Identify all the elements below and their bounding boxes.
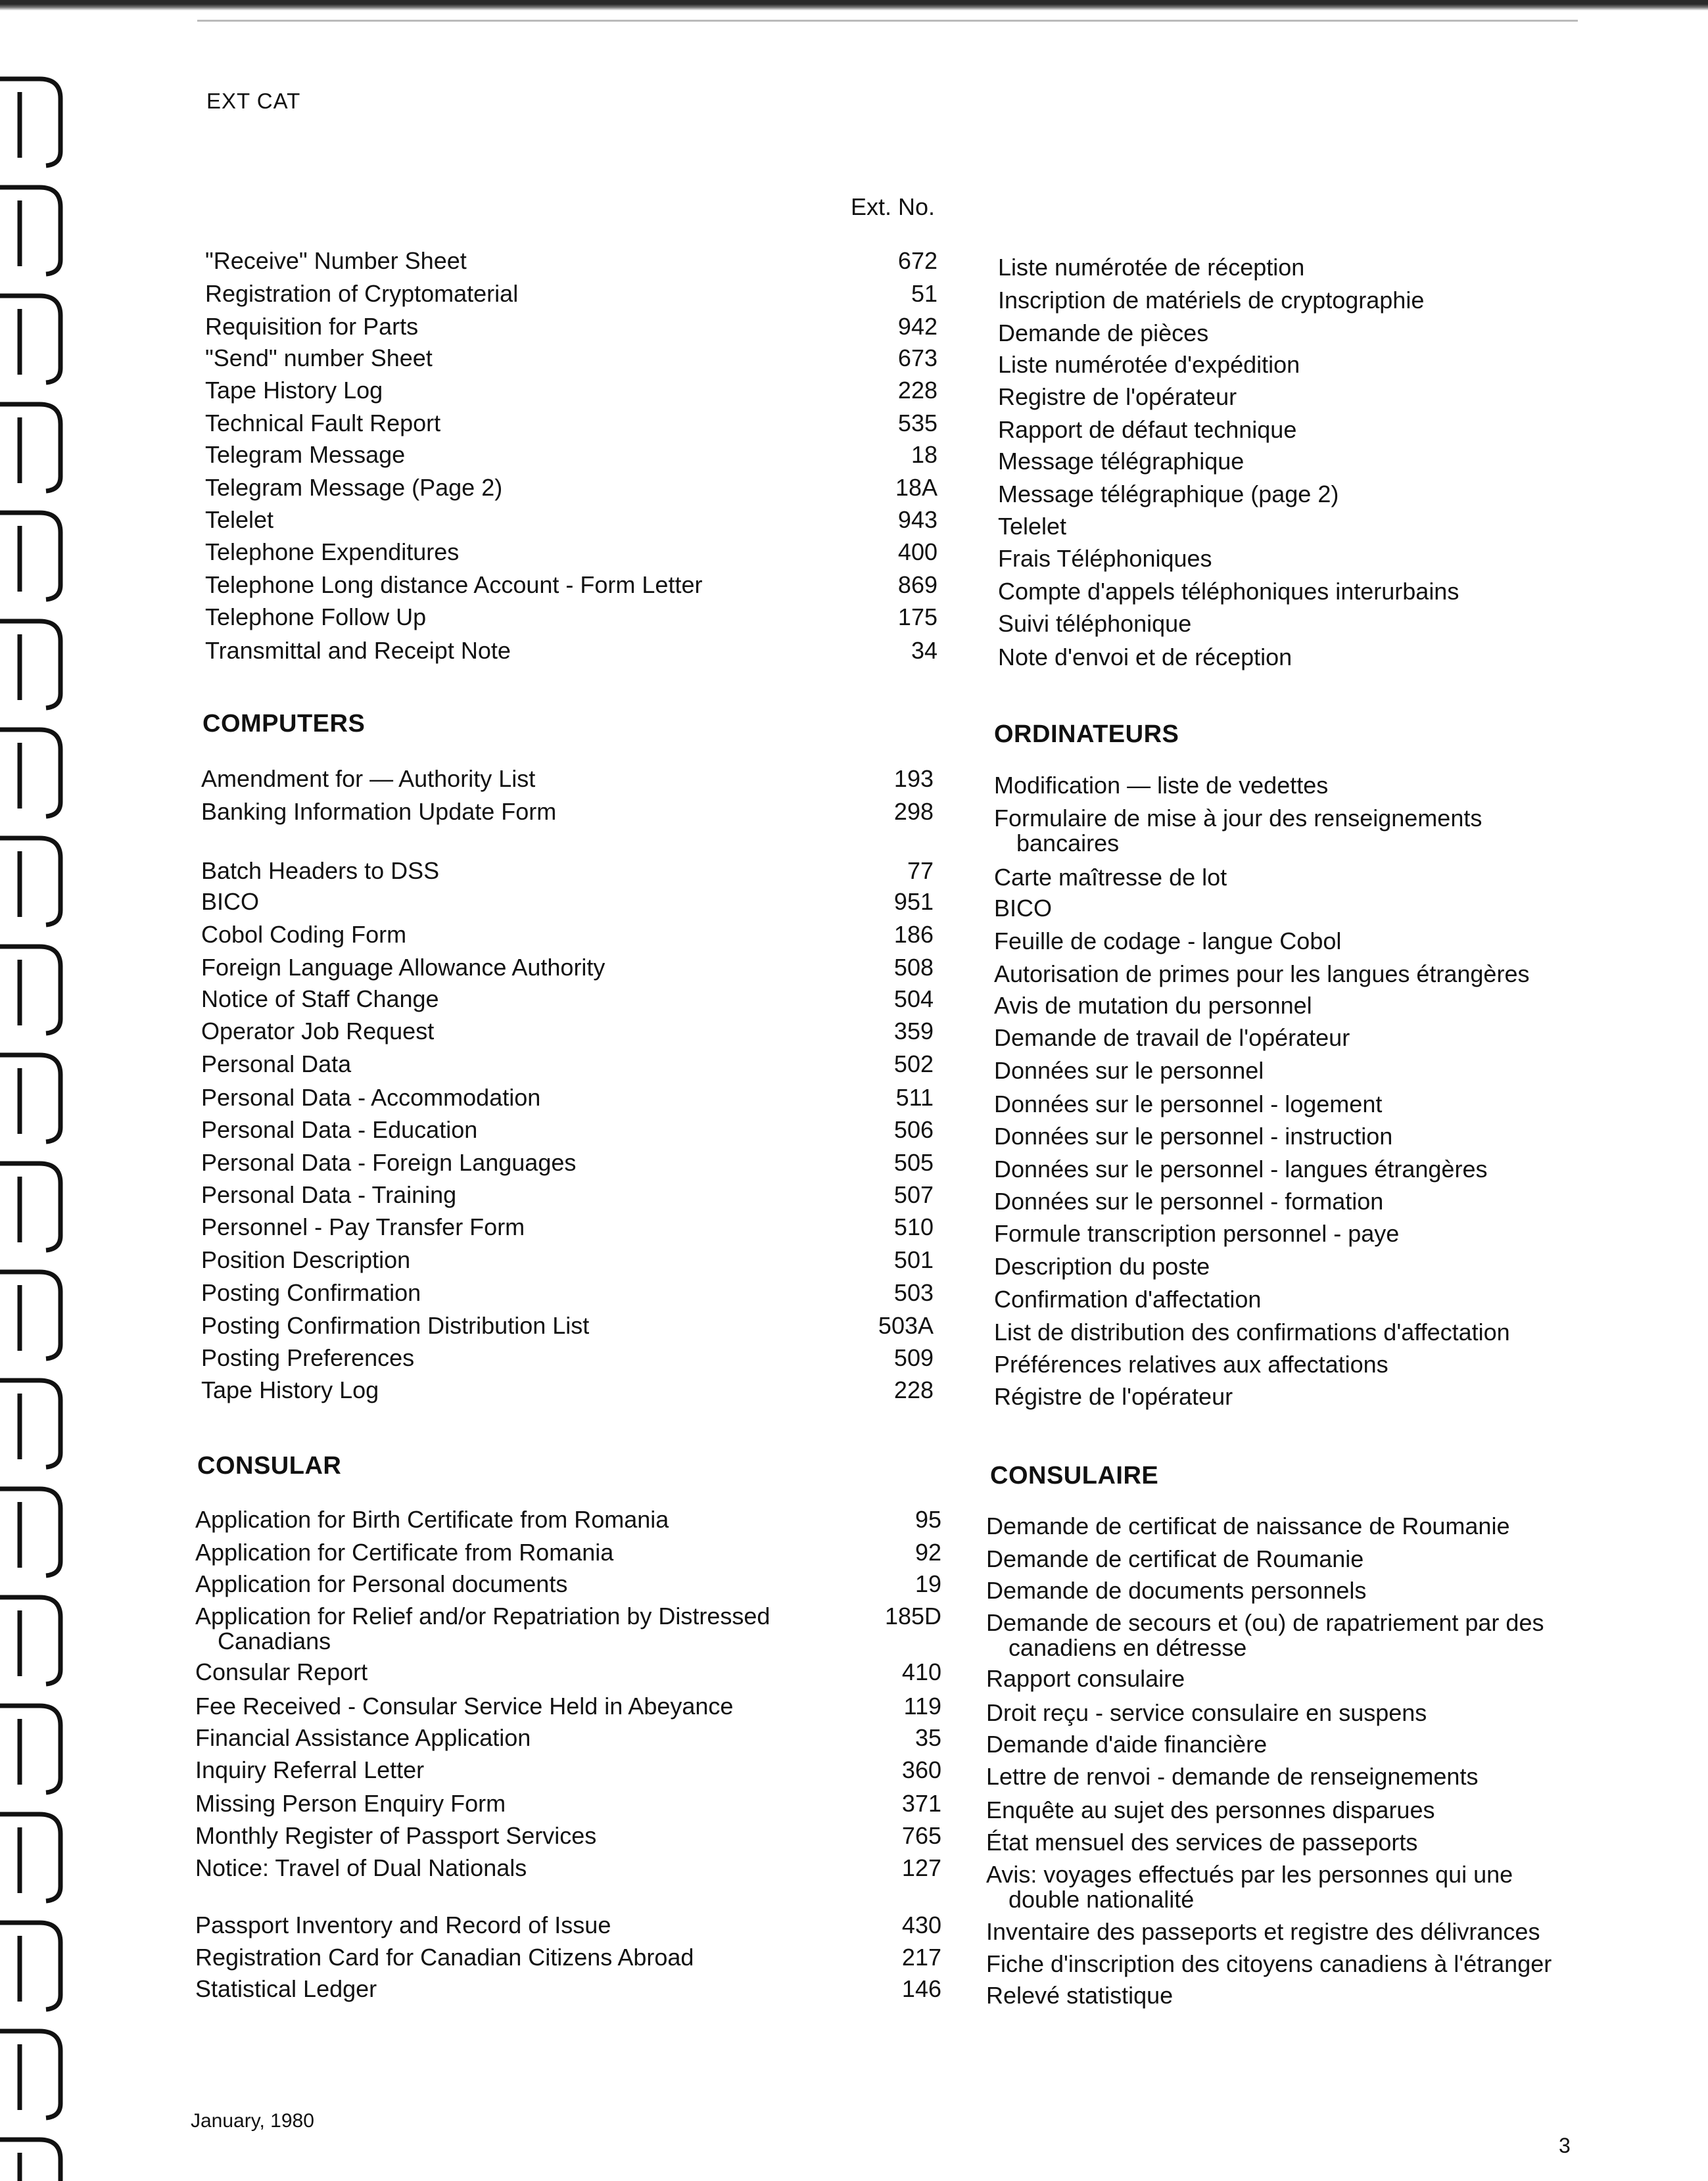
form-name-fr: Telelet	[998, 513, 1067, 540]
form-name-fr: Compte d'appels téléphoniques interurbains	[998, 578, 1459, 605]
binding-coil	[0, 2140, 60, 2181]
form-name-en: Posting Confirmation Distribution List	[201, 1312, 590, 1339]
form-name-fr: Demande de certificat de Roumanie	[986, 1545, 1364, 1572]
ext-number: 359	[893, 1018, 934, 1044]
form-entry-row	[0, 279, 1708, 314]
form-name-fr: Formule transcription personnel - paye	[994, 1220, 1400, 1247]
form-name-fr: Formulaire de mise à jour des renseignements	[994, 805, 1483, 832]
form-name-fr: Demande d'aide financière	[986, 1731, 1268, 1758]
ext-number: 942	[897, 313, 937, 340]
form-entry-row	[0, 1083, 1708, 1117]
section-title-en: COMPUTERS	[202, 710, 366, 738]
ext-number: 502	[893, 1050, 934, 1077]
ext-number: 943	[897, 506, 937, 533]
page-number: 3	[1559, 2134, 1571, 2157]
form-name-en: Personal Data - Education	[201, 1116, 478, 1143]
form-entry-row	[0, 1724, 1708, 1758]
ext-number: 430	[901, 1911, 941, 1938]
form-entry-row	[0, 1213, 1708, 1247]
form-entry-row	[0, 312, 1708, 346]
form-name-fr: BICO	[994, 895, 1053, 922]
form-name-en: Telephone Expenditures	[205, 538, 460, 565]
ext-number: 193	[893, 765, 934, 792]
form-name-en: Amendment for — Authority List	[201, 765, 536, 792]
ext-number: 77	[907, 857, 934, 884]
form-name-en: Personal Data - Accommodation	[201, 1084, 541, 1111]
form-name-en: BICO	[201, 888, 260, 915]
form-name-en: Application for Personal documents	[195, 1570, 568, 1597]
form-entry-row	[0, 1821, 1708, 1856]
ext-number: 672	[897, 247, 937, 274]
form-name-en: Application for Certificate from Romania	[195, 1539, 614, 1566]
form-entry-row	[0, 1148, 1708, 1183]
form-name-en: Foreign Language Allowance Authority	[201, 954, 605, 981]
form-name-en: Inquiry Referral Letter	[195, 1756, 425, 1783]
form-entry-row	[0, 1017, 1708, 1051]
form-name-fr: Registre de l'opérateur	[998, 383, 1237, 410]
form-name-fr: Liste numérotée de réception	[998, 254, 1305, 281]
ext-number: 175	[897, 603, 937, 630]
form-name-en: Tape History Log	[201, 1376, 379, 1403]
form-entry-row	[0, 1570, 1708, 1604]
form-entry-row	[0, 571, 1708, 605]
ext-number: 228	[893, 1376, 934, 1403]
form-entry-row	[0, 953, 1708, 987]
ext-number: 503A	[878, 1312, 934, 1339]
form-name-en: Fee Received - Consular Service Held in Abeyance	[195, 1693, 734, 1720]
form-entry-row	[0, 1246, 1708, 1280]
form-name-fr: Demande de pièces	[998, 319, 1209, 346]
form-entry-row	[0, 636, 1708, 670]
form-name-fr: Préférences relatives aux affectations	[994, 1351, 1388, 1378]
ext-number: 869	[897, 571, 937, 598]
form-name-fr: Relevé statistique	[986, 1982, 1174, 2009]
form-entry-row	[0, 1505, 1708, 1539]
form-name-en: Personal Data - Training	[201, 1181, 457, 1208]
form-entry-row	[0, 1181, 1708, 1215]
form-entry-row	[0, 887, 1708, 922]
form-name-en: Notice: Travel of Dual Nationals	[195, 1854, 527, 1881]
ext-number: 185D	[884, 1603, 941, 1630]
ext-number: 506	[893, 1116, 934, 1143]
ext-number: 19	[914, 1570, 941, 1597]
form-name-en: Technical Fault Report	[205, 410, 441, 436]
form-entry-row	[0, 985, 1708, 1019]
binding-coil	[0, 79, 60, 166]
form-entry-row	[0, 1911, 1708, 1945]
section-title-en: CONSULAR	[197, 1452, 342, 1480]
form-name-fr: Inscription de matériels de cryptographie	[998, 287, 1425, 314]
form-entry-row	[0, 1692, 1708, 1726]
form-entry-row	[0, 1278, 1708, 1313]
ext-number: 34	[911, 637, 937, 664]
ext-number: 146	[901, 1975, 941, 2002]
form-entry-row	[0, 1311, 1708, 1346]
form-name-en: Personal Data - Foreign Languages	[201, 1149, 577, 1176]
form-name-fr: Régistre de l'opérateur	[994, 1383, 1233, 1410]
scan-top-edge	[0, 0, 1708, 11]
form-name-en: Tape History Log	[205, 377, 383, 404]
ext-number: 503	[893, 1279, 934, 1306]
ext-number: 35	[914, 1724, 941, 1751]
form-entry-row	[0, 1943, 1708, 1977]
ext-number: 127	[901, 1854, 941, 1881]
form-entry-row	[0, 344, 1708, 378]
form-name-en: Posting Confirmation	[201, 1279, 421, 1306]
form-entry-row	[0, 1602, 1708, 1661]
ext-number: 119	[903, 1693, 941, 1720]
form-name-fr: Description du poste	[994, 1253, 1210, 1280]
form-name-fr: Confirmation d'affectation	[994, 1286, 1262, 1313]
footer-date: January, 1980	[191, 2110, 314, 2132]
form-name-en: Telelet	[205, 506, 274, 533]
form-name-fr: Rapport de défaut technique	[998, 416, 1297, 443]
form-name-fr: Demande de certificat de naissance de Roumanie	[986, 1513, 1510, 1539]
form-name-en: Banking Information Update Form	[201, 798, 557, 825]
ext-number: 504	[893, 985, 934, 1012]
form-entry-row	[0, 1756, 1708, 1790]
form-name-fr: État mensuel des services de passeports	[986, 1829, 1418, 1856]
ext-number: 92	[914, 1539, 941, 1566]
form-name-fr: Note d'envoi et de réception	[998, 644, 1293, 670]
form-name-en: Telephone Long distance Account - Form Letter	[205, 571, 703, 598]
form-name-en: Statistical Ledger	[195, 1975, 377, 2002]
form-name-en: Posting Preferences	[201, 1344, 415, 1371]
ext-number: 535	[897, 410, 937, 436]
form-name-en: Application for Relief and/or Repatriation by Distressed	[195, 1603, 771, 1630]
form-name-fr: Demande de secours et (ou) de rapatriement par des	[986, 1609, 1544, 1636]
form-name-en: Application for Birth Certificate from Romania	[195, 1506, 669, 1533]
form-name-en: Personnel - Pay Transfer Form	[201, 1213, 525, 1240]
form-name-fr: Modification — liste de vedettes	[994, 772, 1329, 799]
form-name-en: Missing Person Enquiry Form	[195, 1790, 506, 1817]
form-name-en: Financial Assistance Application	[195, 1724, 531, 1751]
form-name-fr: Rapport consulaire	[986, 1665, 1185, 1692]
form-name-en: Registration of Cryptomaterial	[205, 280, 519, 307]
form-name-en: Telephone Follow Up	[205, 603, 427, 630]
form-name-en: Personal Data	[201, 1050, 352, 1077]
form-name-fr: Enquête au sujet des personnes disparues	[986, 1796, 1435, 1823]
form-entry-row	[0, 538, 1708, 572]
page-header: EXT CAT	[206, 89, 301, 113]
form-name-fr: Données sur le personnel - langues étrangères	[994, 1156, 1488, 1183]
ext-number: 51	[911, 280, 937, 307]
form-name-en: Telegram Message	[205, 441, 406, 468]
ext-number: 501	[893, 1246, 934, 1273]
form-name-fr-continued: bancaires	[1016, 830, 1120, 856]
form-entry-row	[0, 409, 1708, 443]
form-name-en: Transmittal and Receipt Note	[205, 637, 511, 664]
form-name-fr: Avis: voyages effectués par les personnes qui une	[986, 1861, 1513, 1888]
form-name-fr-continued: canadiens en détresse	[1008, 1634, 1247, 1661]
form-name-en: Registration Card for Canadian Citizens Abroad	[195, 1944, 694, 1971]
section-title-fr: CONSULAIRE	[990, 1462, 1159, 1489]
form-name-fr: Carte maîtresse de lot	[994, 864, 1227, 891]
form-entry-row	[0, 1344, 1708, 1378]
form-entry-row	[0, 797, 1708, 856]
form-name-fr: Demande de travail de l'opérateur	[994, 1024, 1350, 1051]
ext-number: 371	[901, 1790, 941, 1817]
form-entry-row	[0, 1538, 1708, 1572]
form-name-fr: Droit reçu - service consulaire en suspens	[986, 1699, 1427, 1726]
ext-number: 510	[893, 1213, 934, 1240]
ext-number: 18A	[895, 474, 937, 501]
form-name-fr: Feuille de codage - langue Cobol	[994, 927, 1342, 954]
ext-number: 508	[893, 954, 934, 981]
ext-number: 217	[901, 1944, 941, 1971]
form-entry-row	[0, 603, 1708, 637]
section-title-fr: ORDINATEURS	[994, 720, 1179, 748]
ext-number: 18	[911, 441, 937, 468]
form-entry-row	[0, 1376, 1708, 1410]
ext-number: 360	[901, 1756, 941, 1783]
form-entry-row	[0, 1789, 1708, 1823]
form-name-en: "Receive" Number Sheet	[205, 247, 467, 274]
form-entry-row	[0, 473, 1708, 507]
form-name-fr: Message télégraphique	[998, 448, 1245, 475]
form-entry-row	[0, 920, 1708, 954]
form-name-fr: Message télégraphique (page 2)	[998, 481, 1339, 507]
ext-number: 765	[901, 1822, 941, 1849]
form-name-fr: Inventaire des passeports et registre des délivrances	[986, 1918, 1540, 1945]
form-entry-row	[0, 856, 1708, 891]
form-name-en: Monthly Register of Passport Services	[195, 1822, 597, 1849]
ext-number: 298	[893, 798, 934, 825]
ext-number: 505	[893, 1149, 934, 1176]
form-name-en: Cobol Coding Form	[201, 921, 407, 948]
form-name-en: Notice of Staff Change	[201, 985, 439, 1012]
form-name-fr-continued: double nationalité	[1008, 1886, 1195, 1913]
form-name-en: Passport Inventory and Record of Issue	[195, 1911, 611, 1938]
form-name-en: Position Description	[201, 1246, 411, 1273]
form-name-fr: Avis de mutation du personnel	[994, 992, 1312, 1019]
form-entry-row	[0, 246, 1708, 281]
form-name-fr: Demande de documents personnels	[986, 1577, 1367, 1604]
binding-coil	[0, 2031, 60, 2118]
form-name-en: Operator Job Request	[201, 1018, 435, 1044]
form-name-fr: Données sur le personnel - formation	[994, 1188, 1384, 1215]
form-name-fr: Fiche d'inscription des citoyens canadiens à l'étranger	[986, 1950, 1552, 1977]
ext-number: 673	[897, 344, 937, 371]
form-name-fr: Données sur le personnel	[994, 1057, 1264, 1084]
ext-number: 951	[893, 888, 934, 915]
form-name-fr: Suivi téléphonique	[998, 610, 1192, 637]
form-name-fr: Autorisation de primes pour les langues étrangères	[994, 960, 1530, 987]
form-name-fr: Données sur le personnel - logement	[994, 1090, 1383, 1117]
form-entry-row	[0, 1658, 1708, 1692]
ext-no-column-header: Ext. No.	[851, 193, 936, 220]
form-name-en: Batch Headers to DSS	[201, 857, 440, 884]
form-entry-row	[0, 764, 1708, 799]
form-name-fr: Lettre de renvoi - demande de renseignements	[986, 1763, 1479, 1790]
ext-number: 507	[893, 1181, 934, 1208]
form-entry-row	[0, 376, 1708, 410]
form-name-en-continued: Canadians	[218, 1628, 331, 1654]
form-name-en: Telegram Message (Page 2)	[205, 474, 503, 501]
form-name-en: "Send" number Sheet	[205, 344, 433, 371]
form-name-fr: List de distribution des confirmations d'affectation	[994, 1319, 1510, 1346]
form-entry-row	[0, 440, 1708, 475]
form-name-fr: Frais Téléphoniques	[998, 545, 1212, 572]
ext-number: 410	[901, 1658, 941, 1685]
form-entry-row	[0, 1050, 1708, 1084]
scan-rule	[197, 20, 1578, 22]
form-entry-row	[0, 1975, 1708, 2009]
ext-number: 228	[897, 377, 937, 404]
form-name-en: Requisition for Parts	[205, 313, 419, 340]
form-entry-row	[0, 1854, 1708, 1913]
form-name-fr: Liste numérotée d'expédition	[998, 351, 1300, 378]
ext-number: 400	[897, 538, 937, 565]
form-name-fr: Données sur le personnel - instruction	[994, 1123, 1393, 1150]
ext-number: 509	[893, 1344, 934, 1371]
ext-number: 95	[914, 1506, 941, 1533]
form-entry-row	[0, 1115, 1708, 1150]
form-entry-row	[0, 505, 1708, 540]
ext-number: 186	[893, 921, 934, 948]
form-name-en: Consular Report	[195, 1658, 368, 1685]
ext-number: 511	[895, 1084, 934, 1111]
